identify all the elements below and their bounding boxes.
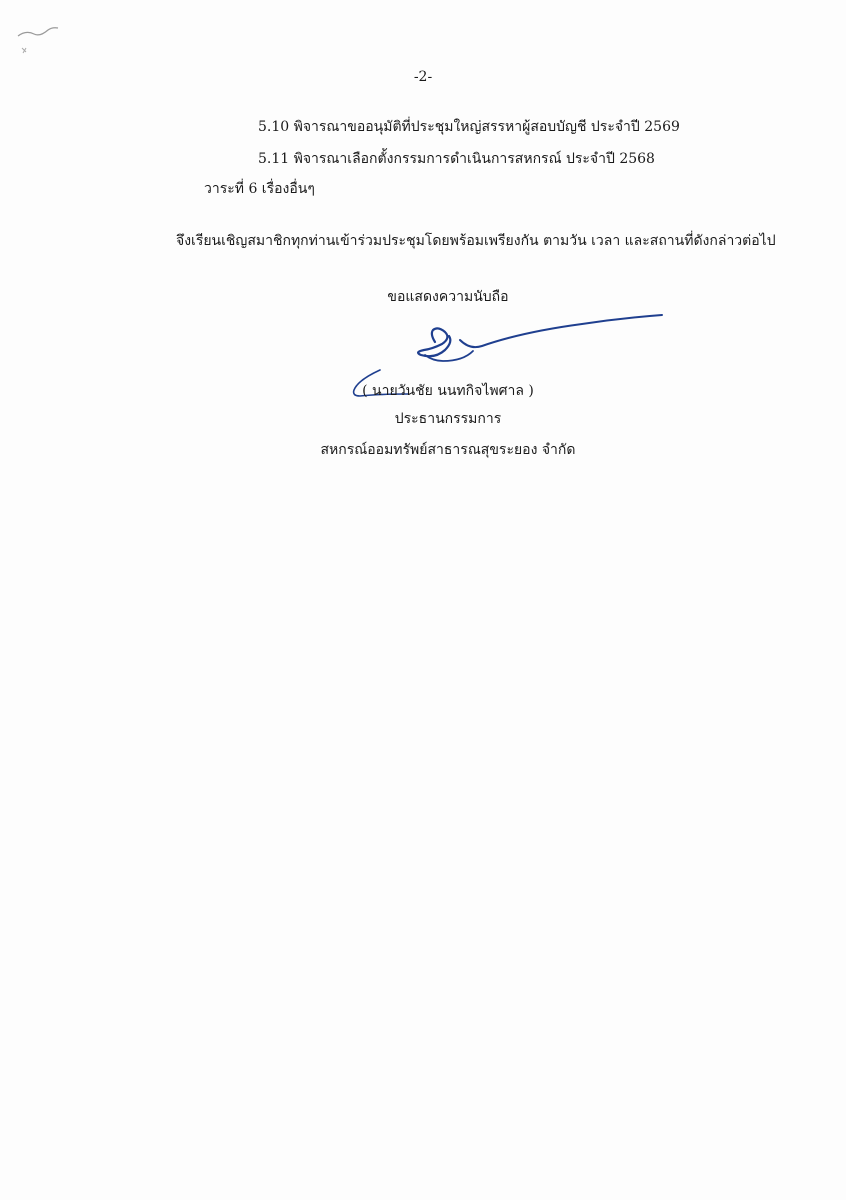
invitation-paragraph: จึงเรียนเชิญสมาชิกทุกท่านเข้าร่วมประชุมโดยพร้อมเพรียงกัน ตามวัน เวลา และสถานที่ดังกล่าวต่อไป [176, 233, 776, 249]
signer-name: ( นายวันชัย นนทกิจไพศาล ) [362, 383, 534, 399]
closing-salutation: ขอแสดงความนับถือ [387, 289, 509, 305]
page-number: -2- [413, 69, 433, 85]
agenda-item-5-11: 5.11 พิจารณาเลือกตั้งกรรมการดำเนินการสหกรณ์ ประจำปี 2568 [258, 151, 655, 167]
signer-title: ประธานกรรมการ [394, 411, 502, 427]
scan-artifact-mark [8, 14, 88, 54]
agenda-item-6: วาระที่ 6 เรื่องอื่นๆ [204, 181, 315, 197]
agenda-item-5-10: 5.10 พิจารณาขออนุมัติที่ประชุมใหญ่สรรหาผู้สอบบัญชี ประจำปี 2569 [258, 119, 680, 135]
organization-name: สหกรณ์ออมทรัพย์สาธารณสุขระยอง จำกัด [320, 442, 576, 458]
